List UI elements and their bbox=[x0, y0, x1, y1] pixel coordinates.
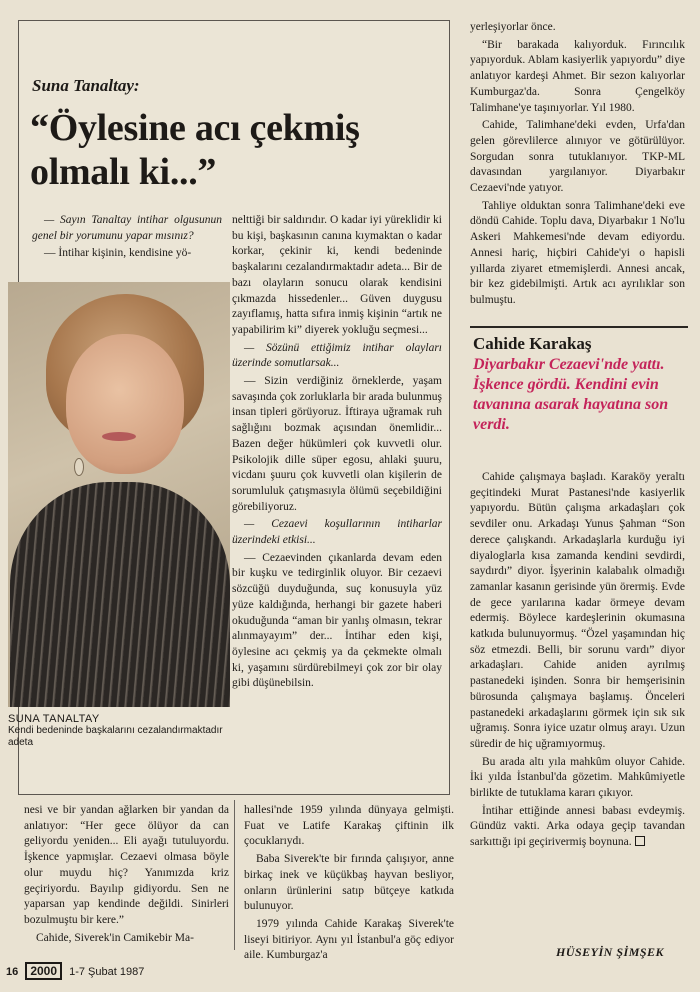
story-paragraph: nesi ve bir yandan ağlarken bir yandan da anlatıyor: “Her gece ölüyor da can geliyordu yeniden... Eli ayağı tutuluyordu. İşkence yapmışlar. Cezaevi olmasa böyle olur muydu hiç? Yanımızda kriz geçiriyordu. Bayılıp gidiyordu. Sen ne yaparsan yap kendinde değildi. Sinirleri bozulmuştu bir kere.” bbox=[24, 804, 229, 926]
story-paragraph: Bu arada altı yıla mahkûm oluyor Cahide. İki yılda İstanbul'da gözetim. Mahkûmiyetle birlikte de tutuklama kararı çıkıyor. bbox=[470, 755, 685, 800]
story-paragraph: Cahide, Talimhane'deki evden, Urfa'dan gelen görevlilerce alınıyor ve götürülüyor. Sorgudan sonra tutuklanıyor. TKP-ML davasından yargılanıyor. Diyarbakır Cezaevi'nde yatıyor. bbox=[470, 119, 685, 195]
story-right-column bbox=[470, 20, 685, 311]
story-paragraph: Baba Siverek'te bir fırında çalışıyor, anne birkaç inek ve küçükbaş hayvan besliyor, onların ürünlerini satıp bütçeye katkıda bulunuyor. bbox=[244, 853, 454, 913]
story-bottom-column-2 bbox=[244, 803, 454, 966]
striped-jacket bbox=[10, 482, 230, 707]
section-title: Cahide Karakaş bbox=[473, 334, 592, 353]
pull-quote: Diyarbakır Cezaevi'nde yattı. İşkence gördü. Kendini evin tavanına asarak hayatına son verdi. bbox=[473, 356, 669, 433]
magazine-logo: 2000 bbox=[25, 962, 62, 980]
interview-paragraph: — Sizin verdiğiniz örneklerde, yaşam savaşında çok zorluklarla bir arada bulunmuş insan tipleri görüyoruz. İftiraya uğramak ruh sağlığını bozmak açısından önemlidir... Bazen değer hükümleri çok kuvvetli olur. Psikolojik dille süper egosu, ahlaki şuuru, vicdanı şuuru çok kuvvetli olan kişilerin de sorumluluk çatışmasıyla ölümü seçebildiğini görebiliyoruz. bbox=[232, 375, 442, 513]
portrait-photo bbox=[8, 282, 230, 707]
story-paragraph: Cahide, Siverek'in Camikebir Ma- bbox=[36, 931, 194, 944]
story-paragraph: 1979 yılında Cahide Karakaş Siverek'te liseyi bitiriyor. Aynı yıl İstanbul'a göç ediyor aile. Kumburgaz'a bbox=[244, 917, 454, 962]
story-paragraph: hallesi'nde 1959 yılında dünyaya gelmişti. Fuat ve Latife Karakaş çiftinin ilk çocuklarıydı. bbox=[244, 804, 454, 848]
author-byline: HÜSEYİN ŞİMŞEK bbox=[556, 945, 665, 959]
story-paragraph: Cahide çalışmaya başladı. Karaköy yeraltı geçitindeki Murat Pastanesi'nde kasiyerlik yapıyordu. Bütün çalışma arkadaşları çok sevdiler onu. Arkadaşı Yunus Şahman “Son derece çalışkandı. Arkadaşlarla kurduğu iyi diyaloglarla kısa zamanda kendini sevdirdi, saydırdı” diyor. İşyerinin kalabalık olmadığı zamanlar kasanın gerisinde yün örermiş. Evde de gece yarılarına kadar örmeye devam edermiş. Böylece kardeşlerinin okumasına katkıda bulunuyormuş. “Özel yaşamından hiç söz etmezdi. Belli, bir sorunu vardı” diyor arkadaşları. Cahide aniden ayrılmış pastanedeki işinden. Sonra bir hemşerisinin bürosunda çalışmaya başlamış. Önceleri pastanedeki arkadaşlarını görmek için sık sık uğramış. Sonra iyice uzatır olmuş arayı. Uzun süredir de hiç uğramıyormuş. bbox=[470, 471, 685, 750]
column-divider bbox=[234, 800, 235, 950]
end-mark-icon bbox=[635, 836, 645, 846]
interview-headline: “Öylesine acı çekmiş olmalı ki...” bbox=[30, 107, 360, 193]
section-rule bbox=[470, 326, 688, 328]
photo-caption bbox=[8, 713, 228, 749]
interview-paragraph: — Sayın Tanaltay intihar olgusunun genel bir yorumunu yapar mısınız? bbox=[32, 214, 222, 242]
interview-column-2 bbox=[232, 213, 442, 694]
page-number: 16 bbox=[6, 966, 19, 978]
caption-text: Kendi bedeninde başkalarını cezalandırmaktadır adeta bbox=[8, 725, 223, 748]
story-paragraph bbox=[470, 804, 685, 851]
interview-paragraph: — Cezaevinden çıkanlarda devam eden bir kuşku ve tedirginlik oluyor. Bir cezaevi sözcüğü duyduğunda, suç konusuyla yüz yüze kaldığında, herhangi bir gazete haberi okuduğunda “aman bir yanlış olmasın, tekrar alınmayayım” der... İntihar eden kişi, öylesine acı çekmiş ya da çekmekte olmalı ki, yaşamını sürdürebilmeyi çok zor bir olay gibi düşünebilsin. bbox=[232, 551, 442, 690]
story-bottom-column-1 bbox=[24, 803, 229, 948]
interview-column-1 bbox=[32, 213, 222, 264]
lips-shape bbox=[102, 432, 136, 441]
story-paragraph: Tahliye olduktan sonra Talimhane'deki eve döndü Cahide. Toplu dava, Diyarbakır 1 No'lu Askeri Mahkemesi'nde devam ediyordu. Annesi hariç, hiçbiri Cahide'yi o hapisli yıllarda ziyaret etmemişlerdi. Annesi ancak, bir kez gidebilmişti. Artık acı ayrılıklar son bulmuştu. bbox=[470, 199, 685, 306]
interview-paragraph: — İntihar kişinin, kendisine yö- bbox=[44, 247, 192, 260]
interview-kicker: Suna Tanaltay: bbox=[32, 76, 140, 95]
interview-paragraph: nelttiği bir saldırıdır. O kadar iyi yüreklidir ki bu kişi, başkasının canına kıymaktan o kadar korkar, çekinir ki, kendi bedeninde başkalarını cezalandırmaktadır adeta... Bir de bazı olayların sonucu olarak kendisini çıkmazda hissedenler... Güven duygusu zayıflamış, hatta sıfıra inmiş kişinin “artık ne yapabilirim ki” diyerek yokluğu seçmesi... bbox=[232, 214, 442, 336]
page-folio bbox=[6, 962, 144, 980]
story-paragraph: “Bir barakada kalıyorduk. Fırıncılık yapıyorduk. Ablam kasiyerlik yapıyordu” diye anlatıyor kardeşi Ahmet. Bir sezon kalıyorlar Kumburgaz'da. Sonra Çengelköy Talimhane'ye taşınıyorlar. Yıl 1980. bbox=[470, 38, 685, 114]
face-shape bbox=[66, 334, 184, 474]
story-right-column-lower bbox=[470, 470, 685, 853]
earring-shape bbox=[74, 458, 84, 476]
caption-name: SUNA TANALTAY bbox=[8, 713, 100, 725]
issue-date: 1-7 Şubat 1987 bbox=[69, 966, 145, 978]
story-paragraph-text: İntihar ettiğinde annesi babası evdeymiş. Gündüz vakti. Arka odaya geçip tavandan sarkıttığı ipi geçirivermiş boynuna. bbox=[470, 804, 685, 849]
interview-question: — Sözünü ettiğimiz intihar olayları üzerinde somutlarsak... bbox=[232, 341, 442, 370]
story-paragraph: yerleşiyorlar önce. bbox=[470, 21, 556, 33]
interview-question: — Cezaevi koşullarının intiharlar üzerindeki etkisi... bbox=[232, 518, 442, 547]
